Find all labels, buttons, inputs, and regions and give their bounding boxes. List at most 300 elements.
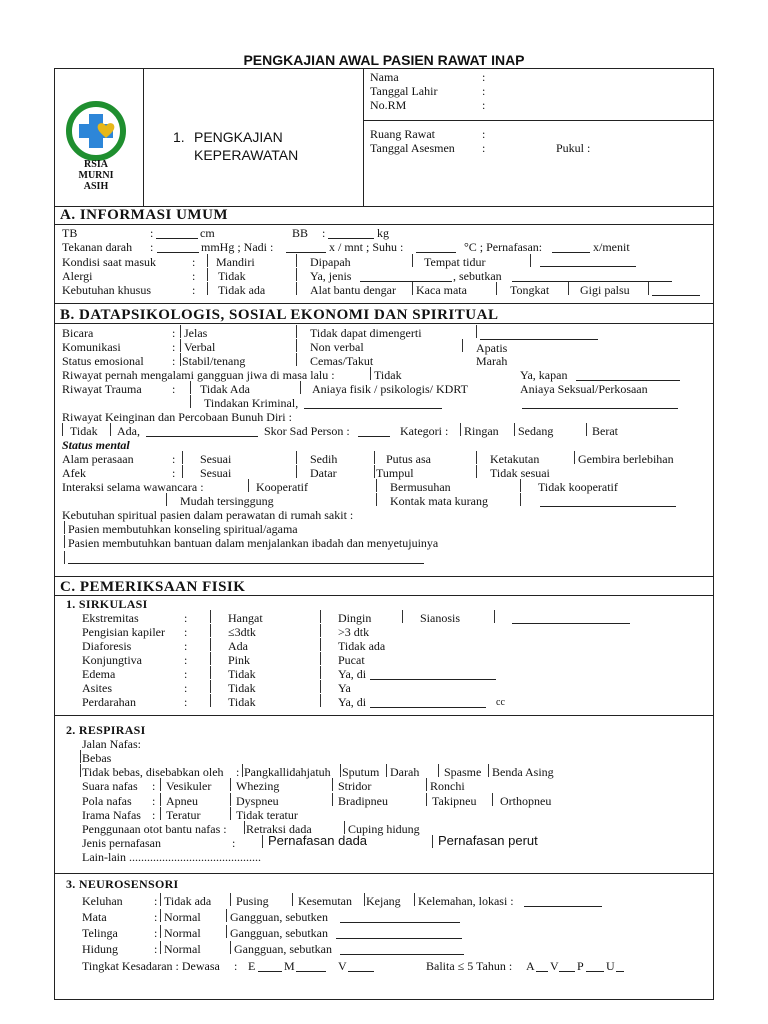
- checkbox-berat[interactable]: [586, 423, 587, 436]
- opt-tumpul: Tumpul: [376, 466, 414, 480]
- opt-bebas: Bebas: [82, 751, 112, 765]
- checkbox-kriminal[interactable]: [190, 395, 191, 408]
- respirasi-top-rule: [54, 715, 714, 716]
- checkbox-trauma-tidak[interactable]: [190, 381, 191, 394]
- checkbox-konseling[interactable]: [64, 521, 65, 534]
- checkbox-ronchi[interactable]: [426, 778, 427, 791]
- opt-apatis: Apatis: [476, 341, 508, 355]
- opt-dyspneu: Dyspneu: [236, 794, 279, 808]
- opt-non-verbal: Non verbal: [310, 340, 364, 354]
- checkbox-alam-sesuai[interactable]: [182, 451, 183, 464]
- checkbox-kontak-mata[interactable]: [376, 493, 377, 506]
- colon: :: [192, 283, 196, 297]
- checkbox-pangkal-lidah[interactable]: [242, 764, 243, 777]
- opt-alat-bantu: Alat bantu dengar: [310, 283, 396, 297]
- checkbox-telinga-normal[interactable]: [160, 925, 161, 938]
- checkbox-dingin[interactable]: [320, 610, 321, 623]
- opt-teratur: Teratur: [166, 808, 201, 822]
- td-field[interactable]: [157, 252, 199, 253]
- checkbox-tempat-tidur[interactable]: [412, 254, 413, 267]
- checkbox-perdarahan-ya[interactable]: [320, 694, 321, 707]
- checkbox-sedih[interactable]: [296, 451, 297, 464]
- kondisi-lain-field[interactable]: [540, 266, 636, 267]
- checkbox-apatis[interactable]: [462, 339, 463, 352]
- opt-konseling: Pasien membutuhkan konseling spiritual/agama: [68, 522, 298, 536]
- opt-tidak-sesuai: Tidak sesuai: [490, 466, 550, 480]
- neuro-top-rule: [54, 873, 714, 874]
- opt-mata-normal: Normal: [164, 910, 201, 924]
- checkbox-putus-asa[interactable]: [374, 451, 375, 464]
- opt-ringan: Ringan: [464, 424, 499, 438]
- hospital-logo: [60, 100, 132, 200]
- colon: :: [184, 667, 188, 681]
- colon: :: [172, 326, 176, 340]
- opt-cuping: Cuping hidung: [348, 822, 420, 836]
- opt-berat: Berat: [592, 424, 618, 438]
- opt-diaforesis-tidak: Tidak ada: [338, 639, 386, 653]
- checkbox-jelas[interactable]: [180, 325, 181, 338]
- opt-stridor: Stridor: [338, 779, 372, 793]
- opt-aniaya-seksual: Aniaya Seksual/Perkosaan: [520, 382, 648, 396]
- opt-kapiler-cepat: ≤3dtk: [228, 625, 256, 639]
- checkbox-pucat[interactable]: [320, 652, 321, 665]
- opt-gembira: Gembira berlebihan: [578, 452, 674, 466]
- nadi-field[interactable]: [286, 252, 326, 253]
- checkbox-hangat[interactable]: [210, 610, 211, 623]
- opt-putus-asa: Putus asa: [386, 452, 431, 466]
- kebutuhan-lain-field[interactable]: [652, 295, 700, 296]
- mata-gangguan-field[interactable]: [340, 922, 460, 923]
- checkbox-dyspneu[interactable]: [230, 793, 231, 806]
- opt-bunuh-diri-tidak: Tidak: [70, 424, 98, 438]
- opt-trauma-tidak-ada: Tidak Ada: [200, 382, 250, 396]
- colon: :: [184, 639, 188, 653]
- opt-darah: Darah: [390, 765, 420, 779]
- checkbox-asites-tidak[interactable]: [210, 680, 211, 693]
- label-pola-nafas: Pola nafas: [82, 794, 132, 808]
- gcs-m-field[interactable]: [296, 971, 326, 972]
- checkbox-orthopneu[interactable]: [492, 793, 493, 806]
- opt-stabil: Stabil/tenang: [182, 354, 246, 368]
- avpu-v-field[interactable]: [559, 971, 575, 972]
- label-tanggal-asesmen: Tanggal Asesmen: [370, 141, 455, 155]
- opt-benda-asing: Benda Asing: [492, 765, 554, 779]
- checkbox-gangguan-tidak[interactable]: [370, 367, 371, 380]
- alergi-jenis-field[interactable]: [360, 281, 452, 282]
- colon: :: [172, 452, 176, 466]
- opt-hangat: Hangat: [228, 611, 263, 625]
- opt-takipneu: Takipneu: [432, 794, 477, 808]
- logo-emblem-icon: [60, 100, 132, 162]
- label-skor: Skor Sad Person :: [264, 424, 350, 438]
- checkbox-ringan[interactable]: [460, 423, 461, 436]
- secA-title: A. INFORMASI UMUM: [60, 207, 229, 223]
- checkbox-kapiler-lambat[interactable]: [320, 624, 321, 637]
- opt-orthopneu: Orthopneu: [500, 794, 552, 808]
- colon: :: [322, 226, 326, 240]
- opt-ada: Ada,: [117, 424, 140, 438]
- opt-ketakutan: Ketakutan: [490, 452, 540, 466]
- checkbox-retraksi[interactable]: [244, 821, 245, 834]
- avpu-a-field[interactable]: [536, 971, 548, 972]
- label-lain-lain: Lain-lain ............................................: [82, 850, 261, 864]
- label-norm: No.RM: [370, 98, 407, 112]
- checkbox-diaforesis-tidak[interactable]: [320, 638, 321, 651]
- label-alergi: Alergi: [62, 269, 93, 283]
- opt-bradipneu: Bradipneu: [338, 794, 388, 808]
- header-divider-2: [363, 68, 364, 206]
- checkbox-kapiler-cepat[interactable]: [210, 624, 211, 637]
- label-konjungtiva: Konjungtiva: [82, 653, 142, 667]
- checkbox-bunuh-diri-ada[interactable]: [110, 423, 111, 436]
- sirkulasi-title: 1. SIRKULASI: [66, 597, 148, 611]
- checkbox-gembira[interactable]: [574, 451, 575, 464]
- td-unit: mmHg ; Nadi :: [201, 240, 274, 254]
- checkbox-tumpul[interactable]: [374, 465, 375, 478]
- checkbox-takipneu[interactable]: [426, 793, 427, 806]
- skor-field[interactable]: [358, 436, 390, 437]
- checkbox-tongkat[interactable]: [496, 282, 497, 295]
- checkbox-pernafasan-dada[interactable]: [262, 835, 263, 848]
- opt-pernafasan-perut: Pernafasan perut: [438, 833, 538, 848]
- edema-lokasi-field[interactable]: [370, 679, 496, 680]
- label-tb: TB: [62, 226, 78, 240]
- gcs-e-field[interactable]: [258, 971, 282, 972]
- label-mata: Mata: [82, 910, 107, 924]
- checkbox-vesikuler[interactable]: [160, 778, 161, 791]
- gangguan-kapan-field[interactable]: [576, 380, 680, 381]
- checkbox-gigi-palsu[interactable]: [568, 282, 569, 295]
- checkbox-mata-normal[interactable]: [160, 909, 161, 922]
- opt-perdarahan-ya: Ya, di: [338, 695, 367, 709]
- opt-keluhan-tidak-ada: Tidak ada: [164, 894, 212, 908]
- checkbox-keluhan-tidak-ada[interactable]: [160, 893, 161, 906]
- colon: :: [184, 625, 188, 639]
- neuro-title: 3. NEUROSENSORI: [66, 877, 179, 891]
- opt-diaforesis-ada: Ada: [228, 639, 248, 653]
- label-kebutuhan-spiritual: Kebutuhan spiritual pasien dalam perawatan di rumah sakit :: [62, 508, 354, 522]
- opt-dingin: Dingin: [338, 611, 372, 625]
- checkbox-non-verbal[interactable]: [296, 339, 297, 352]
- avpu-u-field[interactable]: [616, 971, 624, 972]
- document-title: PENGKAJIAN AWAL PASIEN RAWAT INAP: [243, 52, 525, 68]
- checkbox-interaksi-lain[interactable]: [520, 493, 521, 506]
- opt-perdarahan-tidak: Tidak: [228, 695, 256, 709]
- colon: :: [482, 127, 486, 141]
- checkbox-sedang[interactable]: [514, 423, 515, 436]
- label-bb: BB: [292, 226, 309, 240]
- opt-tempat-tidur: Tempat tidur: [424, 255, 486, 269]
- opt-afek-sesuai: Sesuai: [200, 466, 232, 480]
- checkbox-spasme[interactable]: [438, 764, 439, 777]
- opt-mata-gangguan: Gangguan, sebutken: [230, 910, 328, 924]
- nadi-unit: x / mnt ; Suhu :: [329, 240, 404, 254]
- opt-edema-ya: Ya, di: [338, 667, 367, 681]
- opt-aniaya-fisik: Aniaya fisik / psikologis/ KDRT: [312, 382, 468, 396]
- perdarahan-lokasi-field[interactable]: [370, 707, 486, 708]
- checkbox-sianosis[interactable]: [402, 610, 403, 623]
- opt-marah: Marah: [476, 354, 508, 368]
- label-v2: V: [550, 959, 559, 973]
- label-pukul: Pukul :: [556, 141, 591, 155]
- label-diaforesis: Diaforesis: [82, 639, 132, 653]
- checkbox-verbal[interactable]: [180, 339, 181, 352]
- opt-mandiri: Mandiri: [216, 255, 255, 269]
- colon: :: [184, 611, 188, 625]
- label-bicara: Bicara: [62, 326, 94, 340]
- checkbox-teratur[interactable]: [160, 807, 161, 820]
- label-m: M: [284, 959, 295, 973]
- label-suara-nafas: Suara nafas: [82, 779, 138, 793]
- checkbox-datar[interactable]: [296, 465, 297, 478]
- checkbox-pusing[interactable]: [230, 893, 231, 906]
- checkbox-afek-sesuai[interactable]: [182, 465, 183, 478]
- label-kebutuhan-khusus: Kebutuhan khusus: [62, 283, 151, 297]
- checkbox-tidak-bebas[interactable]: [80, 764, 81, 777]
- opt-asites-ya: Ya: [338, 681, 351, 695]
- checkbox-hidung-normal[interactable]: [160, 941, 161, 954]
- suhu-field[interactable]: [416, 252, 456, 253]
- opt-dipapah: Dipapah: [310, 255, 351, 269]
- opt-ya-kapan: Ya, kapan: [520, 368, 568, 382]
- heading-number: 1.: [173, 129, 185, 145]
- checkbox-bebas[interactable]: [80, 750, 81, 763]
- secC-top-rule: [54, 576, 714, 577]
- checkbox-alergi-tidak[interactable]: [207, 268, 208, 281]
- checkbox-telinga-gangguan[interactable]: [226, 925, 227, 938]
- logo-text-line2: MURNI: [78, 170, 114, 181]
- checkbox-kesemutan[interactable]: [292, 893, 293, 906]
- unit-kg: kg: [377, 226, 389, 240]
- colon: :: [482, 141, 486, 155]
- label-ruang-rawat: Ruang Rawat: [370, 127, 435, 141]
- secB-title: B. DATAPSIKOLOGIS, SOSIAL EKONOMI DAN SPIRITUAL: [60, 307, 499, 323]
- opt-tidak-teratur: Tidak teratur: [236, 808, 298, 822]
- checkbox-hidung-gangguan[interactable]: [230, 941, 231, 954]
- opt-datar: Datar: [310, 466, 337, 480]
- label-telinga: Telinga: [82, 926, 118, 940]
- opt-asites-tidak: Tidak: [228, 681, 256, 695]
- opt-telinga-gangguan: Gangguan, sebutkan: [230, 926, 328, 940]
- opt-cemas: Cemas/Takut: [310, 354, 374, 368]
- opt-bermusuhan: Bermusuhan: [390, 480, 451, 494]
- opt-tidak-dimengerti: Tidak dapat dimengerti: [310, 326, 422, 340]
- checkbox-stridor[interactable]: [332, 778, 333, 791]
- checkbox-darah[interactable]: [386, 764, 387, 777]
- checkbox-kooperatif[interactable]: [248, 479, 249, 492]
- rr-field[interactable]: [552, 252, 590, 253]
- checkbox-tidak-dimengerti[interactable]: [296, 325, 297, 338]
- opt-pangkal-lidah: Pangkallidahjatuh: [244, 765, 331, 779]
- checkbox-kelemahan[interactable]: [414, 893, 415, 906]
- colon: :: [184, 695, 188, 709]
- checkbox-diaforesis-ada[interactable]: [210, 638, 211, 651]
- checkbox-sputum[interactable]: [340, 764, 341, 777]
- secC-title-rule: [54, 595, 714, 596]
- logo-text-line3: ASIH: [83, 181, 109, 192]
- colon: :: [172, 382, 176, 396]
- checkbox-bradipneu[interactable]: [332, 793, 333, 806]
- secB-top-rule: [54, 303, 714, 304]
- checkbox-mata-gangguan[interactable]: [226, 909, 227, 922]
- heading-line1: PENGKAJIAN: [194, 129, 283, 145]
- colon: :: [192, 255, 196, 269]
- checkbox-spiritual-lain[interactable]: [64, 551, 65, 564]
- label-p: P: [577, 959, 584, 973]
- trauma-lain-field[interactable]: [522, 408, 678, 409]
- avpu-p-field[interactable]: [586, 971, 604, 972]
- label-nama: Nama: [370, 70, 399, 84]
- checkbox-tidak-sesuai[interactable]: [476, 465, 477, 478]
- checkbox-pernafasan-perut[interactable]: [432, 835, 433, 848]
- opt-ronchi: Ronchi: [430, 779, 465, 793]
- opt-pink: Pink: [228, 653, 251, 667]
- opt-pernafasan-dada: Pernafasan dada: [268, 833, 368, 848]
- gcs-v-field[interactable]: [348, 971, 374, 972]
- label-tanggal-lahir: Tanggal Lahir: [370, 84, 438, 98]
- interaksi-lain-field[interactable]: [540, 506, 676, 507]
- suhu-unit: °C ; Pernafasan:: [464, 240, 543, 254]
- bb-field[interactable]: [328, 238, 374, 239]
- opt-alam-sesuai: Sesuai: [200, 452, 232, 466]
- checkbox-ekstremitas-lain[interactable]: [494, 610, 495, 623]
- checkbox-edema-tidak[interactable]: [210, 666, 211, 679]
- label-otot-bantu: Penggunaan otot bantu nafas :: [82, 822, 227, 836]
- opt-pucat: Pucat: [338, 653, 365, 667]
- label-riwayat-gangguan: Riwayat pernah mengalami gangguan jiwa di masa lalu :: [62, 368, 335, 382]
- opt-apneu: Apneu: [166, 794, 198, 808]
- opt-kontak-mata: Kontak mata kurang: [390, 494, 488, 508]
- opt-gigi-palsu: Gigi palsu: [580, 283, 630, 297]
- opt-kaca-mata: Kaca mata: [416, 283, 467, 297]
- heading-line2: KEPERAWATAN: [194, 147, 299, 163]
- opt-kapiler-lambat: >3 dtk: [338, 625, 370, 639]
- colon: :: [152, 779, 156, 793]
- checkbox-kebutuhan-lain[interactable]: [648, 282, 649, 295]
- telinga-gangguan-field[interactable]: [336, 938, 462, 939]
- checkbox-edema-ya[interactable]: [320, 666, 321, 679]
- checkbox-kondisi-lain[interactable]: [530, 254, 531, 267]
- label-a: A: [526, 959, 535, 973]
- colon: :: [236, 765, 240, 779]
- checkbox-bunuh-diri-tidak[interactable]: [62, 423, 63, 436]
- checkbox-asites-ya[interactable]: [320, 680, 321, 693]
- opt-tidak-ada: Tidak ada: [218, 283, 266, 297]
- checkbox-kejang[interactable]: [364, 893, 365, 906]
- checkbox-bantuan-ibadah[interactable]: [64, 535, 65, 548]
- colon: :: [184, 681, 188, 695]
- respirasi-title: 2. RESPIRASI: [66, 723, 146, 737]
- header-divider-1: [143, 68, 144, 206]
- opt-kejang: Kejang: [366, 894, 401, 908]
- opt-pusing: Pusing: [236, 894, 269, 908]
- checkbox-aniaya-fisik[interactable]: [300, 381, 301, 394]
- label-hidung: Hidung: [82, 942, 118, 956]
- spiritual-lain-field[interactable]: [68, 563, 424, 564]
- colon: :: [192, 269, 196, 283]
- opt-tindakan-kriminal: Tindakan Kriminal,: [204, 396, 299, 410]
- label-interaksi: Interaksi selama wawancara :: [62, 480, 204, 494]
- opt-hidung-normal: Normal: [164, 942, 201, 956]
- colon: :: [482, 98, 486, 112]
- secC-title: C. PEMERIKSAAN FISIK: [60, 579, 246, 595]
- opt-retraksi: Retraksi dada: [246, 822, 312, 836]
- colon: :: [152, 808, 156, 822]
- checkbox-benda-asing[interactable]: [488, 764, 489, 777]
- checkbox-mandiri[interactable]: [207, 254, 208, 267]
- label-riwayat-trauma: Riwayat Trauma: [62, 382, 142, 396]
- checkbox-alergi-ya[interactable]: [296, 268, 297, 281]
- rr-unit: x/menit: [593, 240, 630, 254]
- secB-title-rule: [54, 323, 714, 324]
- checkbox-mudah-tersinggung[interactable]: [166, 493, 167, 506]
- label-perdarahan: Perdarahan: [82, 695, 136, 709]
- opt-ya-jenis: Ya, jenis: [310, 269, 352, 283]
- checkbox-cemas[interactable]: [296, 353, 297, 366]
- opt-tidak-kooperatif: Tidak kooperatif: [538, 480, 618, 494]
- opt-jelas: Jelas: [184, 326, 208, 340]
- bicara-lain-field[interactable]: [480, 339, 598, 340]
- hidung-gangguan-field[interactable]: [340, 954, 464, 955]
- label-status-mental: Status mental: [62, 438, 130, 452]
- checkbox-dipapah[interactable]: [296, 254, 297, 267]
- checkbox-ketakutan[interactable]: [476, 451, 477, 464]
- checkbox-perdarahan-tidak[interactable]: [210, 694, 211, 707]
- colon: :: [184, 653, 188, 667]
- kelemahan-lokasi-field[interactable]: [524, 906, 602, 907]
- tb-field[interactable]: [156, 238, 198, 239]
- opt-telinga-normal: Normal: [164, 926, 201, 940]
- colon: :: [152, 794, 156, 808]
- ekstremitas-lain-field[interactable]: [512, 623, 630, 624]
- checkbox-tidak-ada[interactable]: [207, 282, 208, 295]
- checkbox-pink[interactable]: [210, 652, 211, 665]
- colon: :: [232, 836, 236, 850]
- opt-mudah-tersinggung: Mudah tersinggung: [180, 494, 274, 508]
- label-asites: Asites: [82, 681, 112, 695]
- checkbox-alat-bantu[interactable]: [296, 282, 297, 295]
- bunuh-diri-ada-field[interactable]: [146, 436, 258, 437]
- colon: :: [482, 84, 486, 98]
- checkbox-apneu[interactable]: [160, 793, 161, 806]
- checkbox-bicara-lain[interactable]: [476, 325, 477, 338]
- kriminal-field[interactable]: [304, 408, 442, 409]
- checkbox-whezing[interactable]: [230, 778, 231, 791]
- opt-tongkat: Tongkat: [510, 283, 550, 297]
- checkbox-tidak-teratur[interactable]: [230, 807, 231, 820]
- label-afek: Afek: [62, 466, 86, 480]
- label-riwayat-bunuh-diri: Riwayat Keinginan dan Percobaan Bunuh Diri :: [62, 410, 292, 424]
- colon: :: [150, 226, 154, 240]
- checkbox-bermusuhan[interactable]: [376, 479, 377, 492]
- opt-verbal: Verbal: [184, 340, 216, 354]
- colon: :: [172, 340, 176, 354]
- opt-sianosis: Sianosis: [420, 611, 461, 625]
- logo-text-line1: RSIA: [84, 159, 108, 170]
- colon: :: [154, 910, 158, 924]
- label-v: V: [338, 959, 347, 973]
- label-alam-perasaan: Alam perasaan: [62, 452, 134, 466]
- colon: :: [172, 466, 176, 480]
- label-edema: Edema: [82, 667, 116, 681]
- checkbox-tidak-kooperatif[interactable]: [520, 479, 521, 492]
- checkbox-stabil[interactable]: [180, 353, 181, 366]
- colon: :: [150, 240, 154, 254]
- label-kategori: Kategori :: [400, 424, 449, 438]
- label-tekanan-darah: Tekanan darah: [62, 240, 133, 254]
- checkbox-kaca-mata[interactable]: [412, 282, 413, 295]
- opt-kesemutan: Kesemutan: [298, 894, 352, 908]
